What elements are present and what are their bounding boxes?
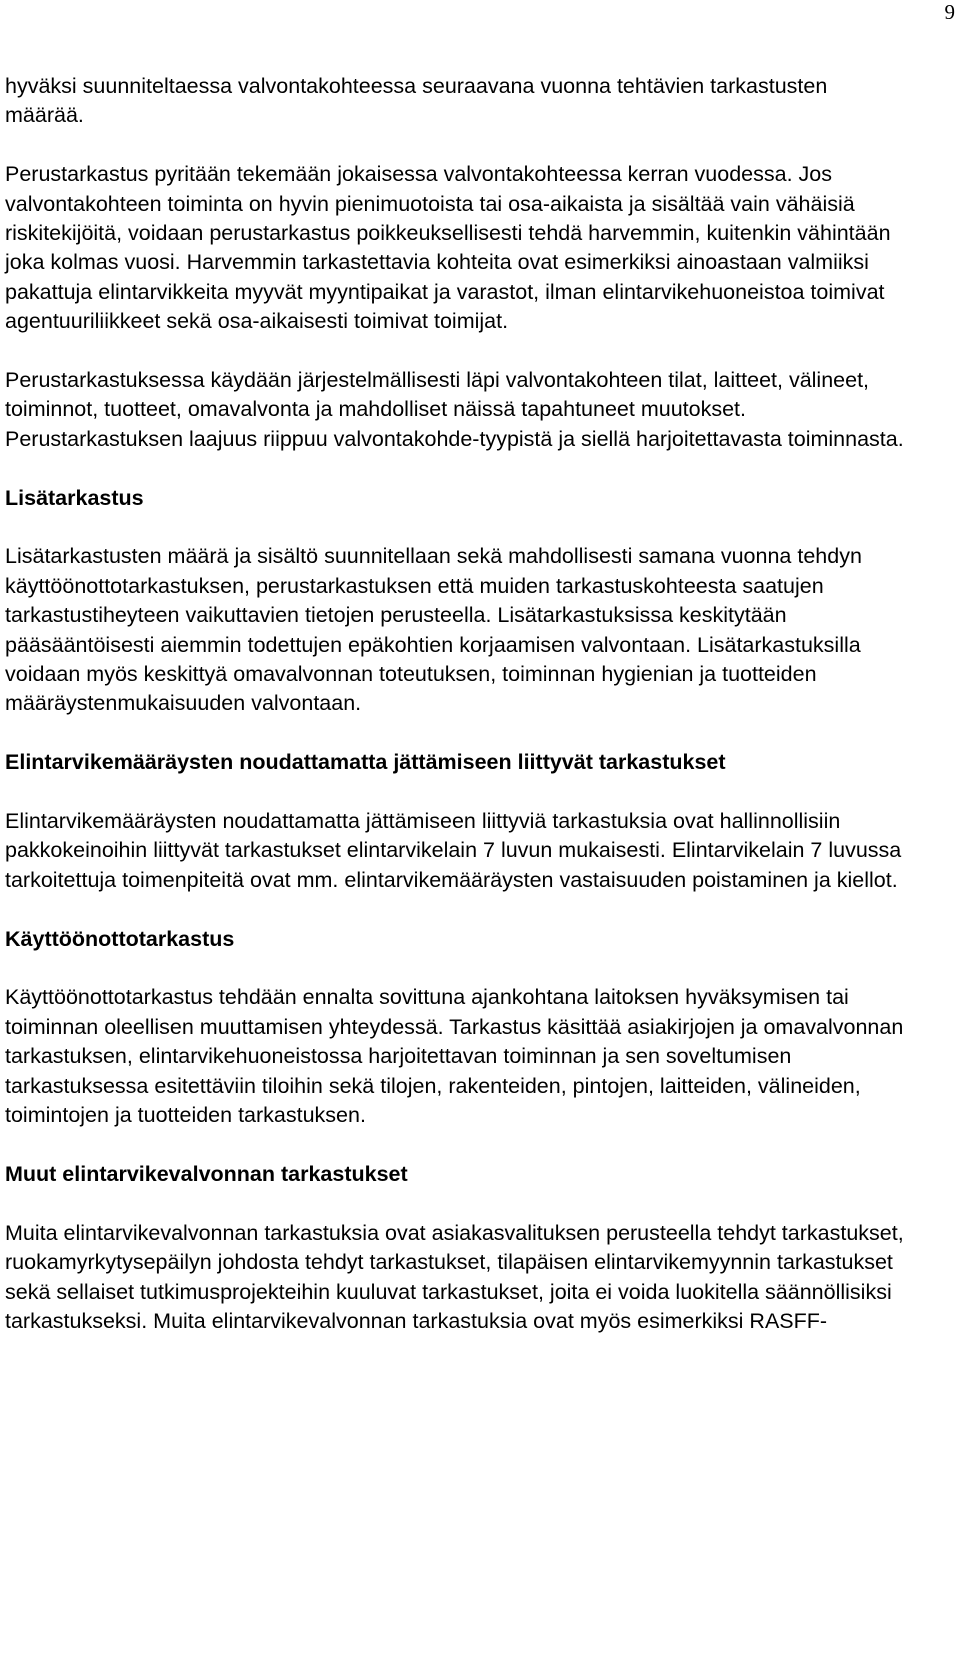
document-body (5, 72, 905, 1336)
paragraph-perustarkastus-frequency: Perustarkastus pyritään tekemään jokaisessa valvontakohteessa kerran vuodessa. Jos valvontakohteen toiminta on hyvin pienimuotoista tai osa-aikaista ja sisältää vain vähäisiä riskitekijöitä, voidaan perustarkastus poikkeuksellisesti tehdä harvemmin, kuitenkin vähintään joka kolmas vuosi. Harvemmin tarkastettavia kohteita ovat esimerkiksi ainoastaan valmiiksi pakattuja elintarvikkeita myyvät myyntipaikat ja varastot, ilman elintarvikehuoneistoa toimivat agentuuriliikkeet sekä osa-aikaisesti toimivat toimijat. (5, 162, 891, 334)
paragraph-muut-tarkastukset: Muita elintarvikevalvonnan tarkastuksia ovat asiakasvalituksen perusteella tehdyt tarkastukset, ruokamyrkytysepäilyn johdosta tehdyt tarkastukset, tilapäisen elintarvikemyynnin tarkastukset sekä sellaiset tutkimusprojekteihin kuuluvat tarkastukset, joita ei voida luokitella säännöllisiksi tarkastukseksi. Muita elintarvikevalvonnan tarkastuksia ovat myös esimerkiksi RASFF- (5, 1220, 904, 1333)
heading-kayttoonottotarkastus: Käyttöönottotarkastus (5, 926, 235, 951)
heading-lisatarkastus: Lisätarkastus (5, 485, 144, 510)
heading-noudattamatta: Elintarvikemääräysten noudattamatta jättämiseen liittyvät tarkastukset (5, 750, 726, 775)
paragraph-noudattamatta: Elintarvikemääräysten noudattamatta jättämiseen liittyviä tarkastuksia ovat hallinnollisiin pakkokeinoihin liittyvät tarkastukset elintarvikelain 7 luvun mukaisesti. Elintarvikelain 7 luvussa tarkoitettuja toimenpiteitä ovat mm. elintarvikemääräysten vastaisuuden poistaminen ja kiellot. (5, 809, 902, 892)
paragraph-lisatarkastus: Lisätarkastusten määrä ja sisältö suunnitellaan sekä mahdollisesti samana vuonna tehdyn käyttöönottotarkastuksen, perustarkastuksen että muiden tarkastuskohteesta saatujen tarkastustiheyteen vaikuttavien tietojen perusteella. Lisätarkastuksissa keskitytään pääsääntöisesti aiemmin todettujen epäkohtien korjaamisen valvontaan. Lisätarkastuksilla voidaan myös keskittyä omavalvonnan toteutuksen, toiminnan hygienian ja tuotteiden määräystenmukaisuuden valvontaan. (5, 544, 862, 716)
paragraph-perustarkastus-content: Perustarkastuksessa käydään järjestelmällisesti läpi valvontakohteen tilat, laitteet, välineet, toiminnot, tuotteet, omavalvonta ja mahdolliset näissä tapahtuneet muutokset. Perustarkastuksen laajuus riippuu valvontakohde-tyypistä ja siellä harjoitettavasta toiminnasta. (5, 368, 904, 451)
paragraph-intro-continuation: hyväksi suunniteltaessa valvontakohteessa seuraavana vuonna tehtävien tarkastusten määrää. (5, 74, 828, 128)
page-number: 9 (944, 0, 955, 24)
paragraph-kayttoonottotarkastus: Käyttöönottotarkastus tehdään ennalta sovittuna ajankohtana laitoksen hyväksymisen tai toiminnan oleellisen muuttamisen yhteydessä. Tarkastus käsittää asiakirjojen ja omavalvonnan tarkastuksen, elintarvikehuoneistossa harjoitettavan toiminnan ja sen soveltumisen tarkastuksessa esitettäviin tiloihin sekä tilojen, rakenteiden, pintojen, laitteiden, välineiden, toimintojen ja tuotteiden tarkastuksen. (5, 985, 904, 1128)
heading-muut-tarkastukset: Muut elintarvikevalvonnan tarkastukset (5, 1161, 408, 1186)
